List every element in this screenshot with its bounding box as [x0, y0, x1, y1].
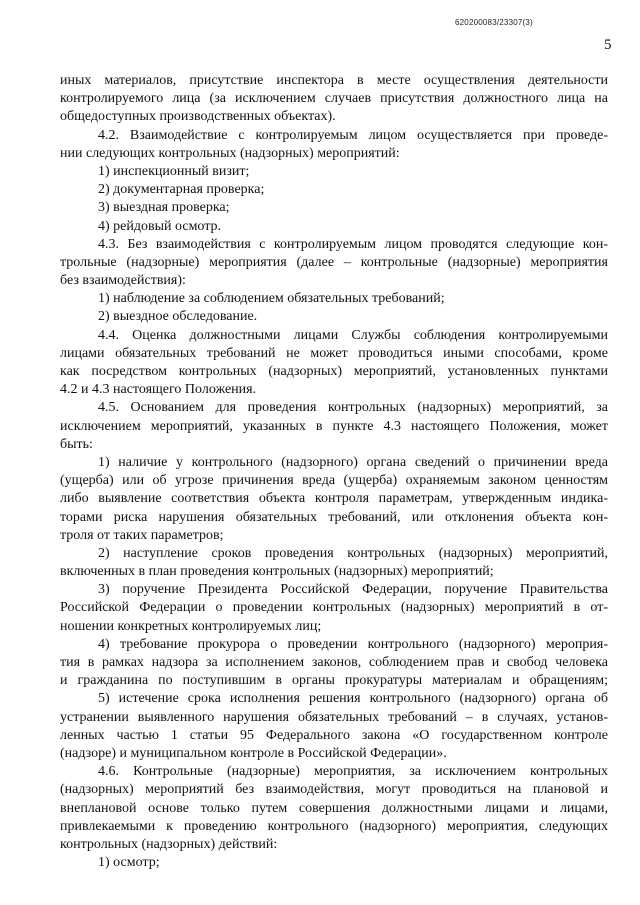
text-line: устранении выявленного нарушения обязательных требований – в случаях, установ-	[60, 709, 608, 725]
text-line: без взаимодействия):	[60, 273, 186, 289]
text-line: 4) требование прокурора о проведении контрольного (надзорного) мероприя-	[98, 636, 608, 652]
document-body	[60, 72, 608, 872]
text-line: торами риска нарушения обязательных требований, или отклонения объекта кон-	[60, 509, 608, 525]
page-number: 5	[604, 37, 612, 53]
text-line: 2) документарная проверка;	[98, 182, 265, 198]
text-line: ношении конкретных контролируемых лиц;	[60, 618, 322, 634]
text-line: трольные (надзорные) мероприятия (далее – контрольные (надзорные) мероприятия	[60, 254, 608, 270]
text-line: быть:	[60, 436, 93, 452]
text-line: контрольных (надзорных) действий:	[60, 836, 278, 852]
text-line: 1) осмотр;	[98, 855, 160, 871]
text-line: общедоступных производственных объектах).	[60, 109, 336, 125]
text-line: 4.6. Контрольные (надзорные) мероприятия, за исключением контрольных	[98, 764, 608, 780]
text-line: привлекаемыми к проведению контрольного (надзорного) мероприятия, следующих	[60, 818, 608, 834]
text-line: 3) выездная проверка;	[98, 200, 230, 216]
document-id: 620200083/23307(3)	[455, 18, 533, 27]
text-line: (надзоре) и муниципальном контроле в Российской Федерации».	[60, 745, 447, 761]
text-line: иных материалов, присутствие инспектора в месте осуществления деятельности	[60, 73, 608, 88]
text-line: 4.2 и 4.3 настоящего Положения.	[60, 382, 257, 398]
text-line: 1) наличие у контрольного (надзорного) органа сведений о причинении вреда	[98, 454, 608, 470]
text-line: ленных частью 1 статьи 95 Федерального закона «О государственном контроле	[60, 727, 608, 743]
text-line: 4.2. Взаимодействие с контролируемым лицом осуществляется при проведе-	[98, 127, 608, 143]
text-line: (надзорных) мероприятий без взаимодействия, могут проводиться на плановой и	[60, 782, 608, 798]
text-line: 4.3. Без взаимодействия с контролируемым лицом проводятся следующие кон-	[98, 236, 608, 252]
text-line: (ущерба) или об угрозе причинения вреда (ущерба) охраняемым законом ценностям	[60, 473, 608, 489]
text-line: Российской Федерации о проведении контрольных (надзорных) мероприятий в от-	[60, 600, 608, 616]
text-line: 4) рейдовый осмотр.	[98, 218, 222, 234]
text-line: 2) выездное обследование.	[98, 309, 258, 325]
text-line: 4.4. Оценка должностными лицами Службы соблюдения контролируемыми	[98, 327, 608, 343]
text-line: и гражданина по поступившим в органы прокуратуры материалам и обращениям;	[60, 673, 608, 689]
text-line: 5) истечение срока исполнения решения контрольного (надзорного) органа об	[98, 691, 608, 707]
text-line: тия в рамках надзора за исполнением законов, соблюдением прав и свобод человека	[60, 655, 608, 670]
text-line: лицами обязательных требований не может проводиться иными способами, кроме	[60, 345, 608, 361]
text-line: 4.5. Основанием для проведения контрольных (надзорных) мероприятий, за	[98, 400, 608, 416]
text-line: как посредством контрольных (надзорных) мероприятий, установленных пунктами	[60, 364, 608, 379]
text-line: внеплановой основе только путем совершения должностными лицами и лицами,	[60, 800, 608, 816]
text-line: 1) наблюдение за соблюдением обязательных требований;	[98, 291, 445, 307]
text-line: 3) поручение Президента Российской Федерации, поручение Правительства	[98, 582, 608, 598]
text-line: троля от таких параметров;	[60, 527, 224, 543]
text-line: исключением мероприятий, указанных в пункте 4.3 настоящего Положения, может	[60, 418, 608, 434]
text-line: 2) наступление сроков проведения контрольных (надзорных) мероприятий,	[98, 545, 608, 561]
text-line: либо выявление соответствия объекта контроля параметрам, утвержденным индика-	[60, 491, 608, 507]
text-line: включенных в план проведения контрольных (надзорных) мероприятий;	[60, 564, 494, 580]
text-line: нии следующих контрольных (надзорных) мероприятий:	[60, 145, 400, 161]
text-line: 1) инспекционный визит;	[98, 163, 250, 179]
text-line: контролируемого лица (за исключением случаев присутствия должностного лица на	[60, 91, 608, 107]
